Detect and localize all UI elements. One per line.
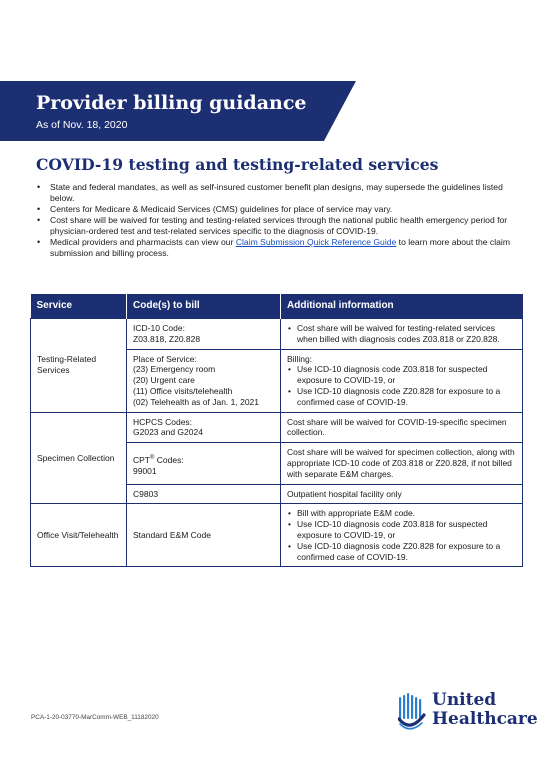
info-icd [281,319,523,350]
office-bullet-confirmed: • Use ICD-10 diagnosis code Z20.828 for exposure to a confirmed case of COVID-19. [287,541,516,563]
intro-bullet-cms: • Centers for Medicare & Medicaid Services (CMS) guidelines for place of service may vary. [36,204,514,215]
cpt-label [133,453,274,466]
intro-bullet-guide [36,237,514,259]
table-row [31,319,523,350]
document-code: PCA-1-20-03770-MarComm-WEB_11182020 [31,714,159,721]
page-date: As of Nov. 18, 2020 [36,119,128,131]
table-header-row [31,294,523,319]
billing-table [30,294,523,567]
service-testing: Testing-Related Services [31,319,127,413]
codes-hcpcs [127,412,281,443]
pos-label: Place of Service: [133,353,197,364]
office-bullet-em: • Bill with appropriate E&M code. [287,508,516,519]
hcpcs-codes: G2023 and G2024 [133,427,203,438]
table-row [31,412,523,443]
logo-wordmark [432,691,538,729]
page-title: Provider billing guidance [36,92,307,114]
cpt-text: CPT [133,455,150,465]
registered-mark: ® [150,455,155,462]
icd-info-bullet: • Cost share will be waived for testing-related services when billed with diagnosis codes Z03.818 or Z20.828. [287,323,516,345]
info-hcpcs: Cost share will be waived for COVID-19-specific specimen collection. [281,412,523,443]
cpt-codes-text: Codes: [154,455,184,465]
guide-text-after: to learn more about the claim submission and billing process. [50,237,510,258]
header-info: Additional information [281,294,523,319]
codes-standard-em: Standard E&M Code [127,504,281,567]
intro-bullet-mandates: • State and federal mandates, as well as self-insured customer benefit plan designs, may supersede the guidelines listed below. [36,182,514,204]
cpt-code: 99001 [133,465,157,476]
service-specimen: Specimen Collection [31,412,127,504]
intro-bullet-cost-share: • Cost share will be waived for testing and testing-related services through the national public health emergency period for physician-ordered test and test-related services specific to the diagnosis of COVID-19. [36,215,514,237]
icd-label: ICD-10 Code: [133,323,185,333]
billing-bullet-confirmed: • Use ICD-10 diagnosis code Z20.828 for exposure to a confirmed case of COVID-19. [287,386,516,408]
info-c9803: Outpatient hospital facility only [281,484,523,504]
pos-20: (20) Urgent care [133,375,195,386]
pos-02: (02) Telehealth as of Jan. 1, 2021 [133,396,260,407]
office-bullet-suspected: • Use ICD-10 diagnosis code Z03.818 for suspected exposure to COVID-19, or [287,519,516,541]
info-billing [281,349,523,412]
logo-line-united: United [432,690,497,710]
codes-icd [127,319,281,350]
header-codes: Code(s) to bill [127,294,281,319]
logo-line-healthcare: Healthcare [432,709,538,729]
codes-c9803: C9803 [127,484,281,504]
united-healthcare-logo [398,689,538,737]
billing-bullet-suspected: • Use ICD-10 diagnosis code Z03.818 for suspected exposure to COVID-19, or [287,364,516,386]
section-heading: COVID-19 testing and testing-related services [36,155,439,174]
table-row [31,504,523,567]
united-healthcare-u-mark-icon [398,691,428,731]
service-office: Office Visit/Telehealth [31,504,127,567]
icd-codes: Z03.818, Z20.828 [133,333,201,344]
header-service: Service [31,294,127,319]
pos-23: (23) Emergency room [133,364,216,375]
hcpcs-label: HCPCS Codes: [133,416,193,427]
codes-place-of-service [127,349,281,412]
claim-guide-link[interactable]: Claim Submission Quick Reference Guide [235,237,397,247]
codes-cpt [127,443,281,484]
intro-bullet-list [36,182,514,259]
info-office [281,504,523,567]
info-cpt: Cost share will be waived for specimen collection, along with appropriate ICD-10 code of Z03.818 or Z20.828, if not billed with separate E&M charges. [281,443,523,484]
pos-11: (11) Office visits/telehealth [133,385,233,396]
billing-label: Billing: [287,353,313,364]
guide-text-before: Medical providers and pharmacists can view our [50,237,236,247]
